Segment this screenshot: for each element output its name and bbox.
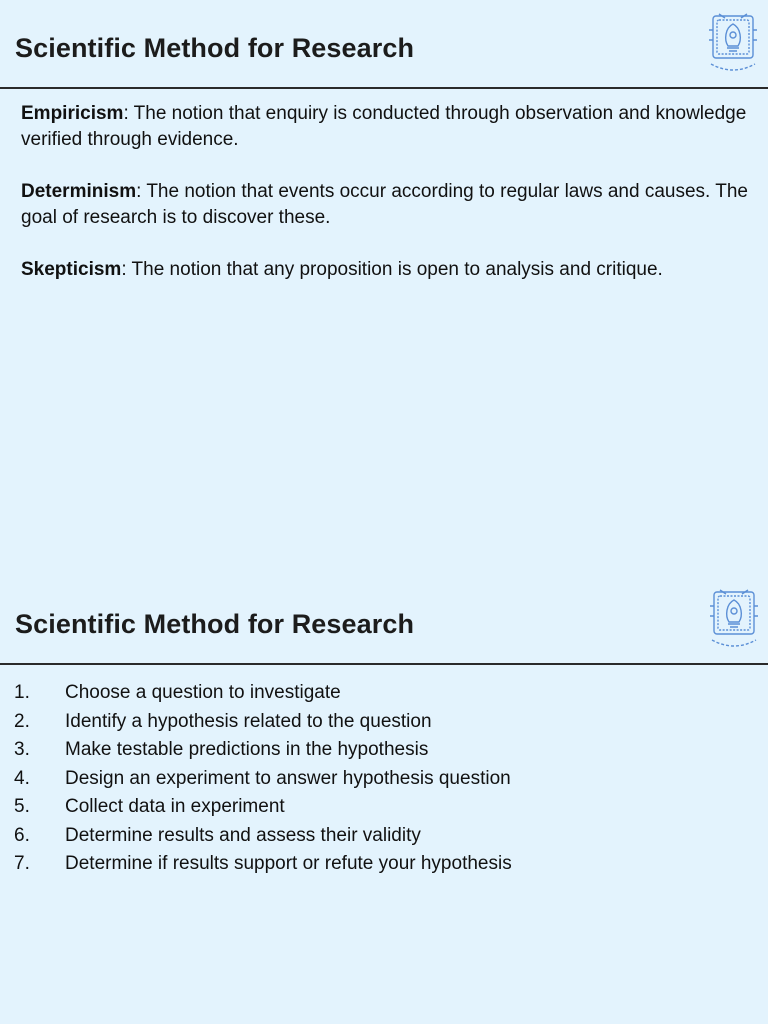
list-item — [14, 793, 512, 822]
slide-title: Scientific Method for Research — [15, 609, 415, 639]
slide-2 — [0, 576, 768, 1024]
step-number: 7. — [14, 853, 30, 874]
definition-text: : The notion that enquiry is conducted through observation and knowledge verified through evidence. — [21, 103, 747, 150]
step-text: Choose a question to investigate — [65, 682, 341, 703]
definition-term: Skepticism — [21, 259, 122, 280]
title-divider — [0, 87, 768, 89]
list-item — [14, 679, 512, 708]
list-item — [14, 822, 512, 851]
step-number: 5. — [14, 796, 30, 817]
definition-text: : The notion that any proposition is open to analysis and critique. — [121, 259, 663, 280]
step-text: Design an experiment to answer hypothesis question — [65, 767, 511, 789]
slide-title: Scientific Method for Research — [15, 33, 415, 63]
definition-determinism — [21, 179, 751, 231]
step-number: 2. — [14, 710, 30, 732]
step-text: Identify a hypothesis related to the question — [65, 710, 432, 732]
definitions-list — [21, 101, 751, 309]
university-crest-icon — [705, 10, 761, 78]
definition-empiricism — [21, 101, 751, 153]
list-item — [14, 708, 512, 737]
definition-text: : The notion that events occur according to regular laws and causes. The goal of research is to discover these. — [21, 181, 748, 228]
definition-term: Determinism — [21, 181, 137, 202]
definition-term: Empiricism — [21, 103, 124, 124]
step-number: 6. — [14, 824, 30, 846]
list-item — [14, 850, 512, 879]
list-item — [14, 765, 512, 794]
step-text: Determine if results support or refute your hypothesis — [65, 853, 512, 874]
step-text: Determine results and assess their validity — [65, 824, 421, 846]
step-number: 4. — [14, 767, 30, 789]
university-crest-icon — [706, 586, 762, 654]
step-text: Make testable predictions in the hypothesis — [65, 739, 429, 760]
step-number: 1. — [14, 682, 30, 703]
list-item — [14, 736, 512, 765]
step-text: Collect data in experiment — [65, 796, 285, 817]
title-divider — [0, 663, 768, 665]
method-steps-list — [14, 679, 512, 879]
step-number: 3. — [14, 739, 30, 760]
definition-skepticism — [21, 257, 751, 283]
